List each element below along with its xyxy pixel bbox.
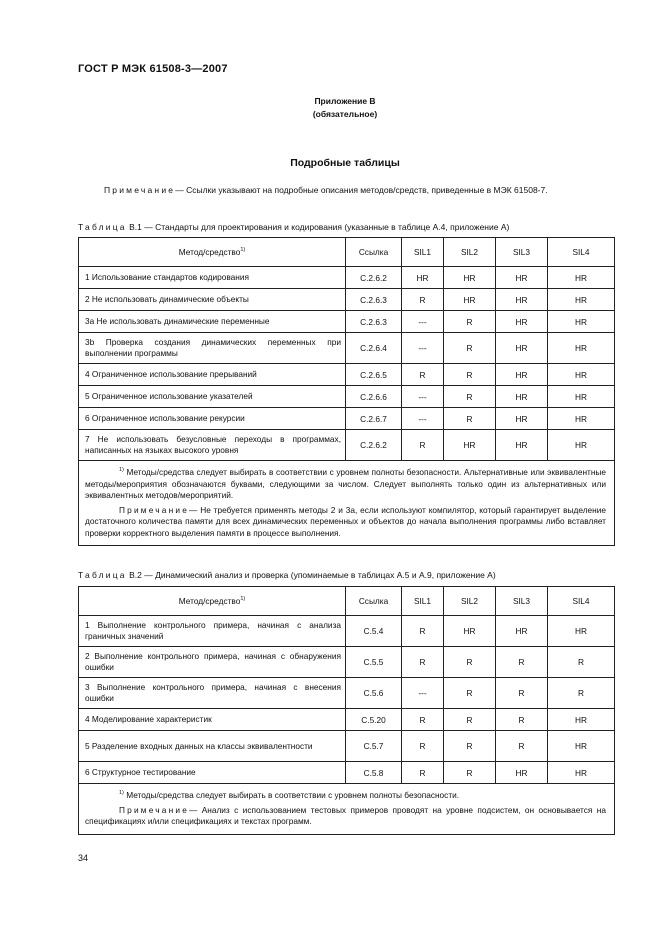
table1-footnotes — [79, 461, 615, 546]
sil2-cell: HR — [444, 289, 496, 311]
sil4-cell: HR — [548, 709, 615, 731]
table-row — [79, 731, 615, 762]
column-header-sil3: SIL3 — [496, 238, 548, 267]
column-header-method: Метод/средство$^{1)}$ — [79, 587, 346, 616]
section-title: Подробные таблицы — [290, 157, 400, 169]
sil3-cell: HR — [496, 289, 548, 311]
sil4-cell: R — [548, 678, 615, 709]
sil2-cell: R — [444, 333, 496, 364]
sil2-cell: R — [444, 364, 496, 386]
sil1-cell: R — [402, 430, 444, 461]
sil1-cell: R — [402, 289, 444, 311]
method-cell: 1 Использование стандартов кодирования — [79, 267, 346, 289]
ref-cell: C.2.6.2 — [346, 430, 402, 461]
sil3-cell: HR — [496, 267, 548, 289]
table1-footer-row — [79, 461, 615, 546]
ref-cell: C.2.6.4 — [346, 333, 402, 364]
table2-header-row — [79, 587, 615, 616]
table2-caption-prefix: Таблица — [78, 570, 127, 580]
sil4-cell: HR — [548, 762, 615, 784]
table1-caption-text: В.1 — Стандарты для проектирования и кодирования (указанные в таблице А.4, приложение А) — [129, 222, 510, 232]
sil1-cell: R — [402, 709, 444, 731]
ref-cell: C.5.4 — [346, 616, 402, 647]
sil2-cell: R — [444, 678, 496, 709]
ref-cell: C.2.6.3 — [346, 289, 402, 311]
sil4-cell: HR — [548, 289, 615, 311]
table-row — [79, 762, 615, 784]
sil2-cell: R — [444, 709, 496, 731]
sil2-cell: HR — [444, 616, 496, 647]
sil4-cell: HR — [548, 267, 615, 289]
sil1-cell: R — [402, 647, 444, 678]
table2-caption — [78, 570, 496, 580]
table-row — [79, 647, 615, 678]
ref-cell: C.5.7 — [346, 731, 402, 762]
method-cell: 3 Выполнение контрольного примера, начиная с внесения ошибки — [79, 678, 346, 709]
column-header-sil2: SIL2 — [444, 587, 496, 616]
column-header-sil1: SIL1 — [402, 587, 444, 616]
sil1-cell: --- — [402, 678, 444, 709]
table-row — [79, 311, 615, 333]
sil1-cell: HR — [402, 267, 444, 289]
table1-caption-prefix: Таблица — [78, 222, 127, 232]
column-header-sil4: SIL4 — [548, 587, 615, 616]
document-header: ГОСТ Р МЭК 61508-3—2007 — [78, 63, 228, 75]
sil4-cell: HR — [548, 364, 615, 386]
page-number: 34 — [78, 853, 89, 863]
method-cell: 6 Структурное тестирование — [79, 762, 346, 784]
table1-note-prefix: Примечание — [119, 504, 190, 515]
sil2-cell: R — [444, 731, 496, 762]
ref-cell: C.5.5 — [346, 647, 402, 678]
sil3-cell: HR — [496, 430, 548, 461]
sil1-cell: --- — [402, 311, 444, 333]
table2-footnotes — [79, 784, 615, 835]
sil1-cell: R — [402, 762, 444, 784]
sil4-cell: HR — [548, 616, 615, 647]
ref-cell: C.5.20 — [346, 709, 402, 731]
column-header-ref: Ссылка — [346, 238, 402, 267]
sil4-cell: HR — [548, 386, 615, 408]
ref-cell: C.2.6.5 — [346, 364, 402, 386]
table1-header-row — [79, 238, 615, 267]
table1 — [78, 237, 615, 546]
method-cell: 5 Ограниченное использование указателей — [79, 386, 346, 408]
sil4-cell: HR — [548, 311, 615, 333]
sil4-cell: HR — [548, 408, 615, 430]
sil4-cell: R — [548, 647, 615, 678]
ref-cell: C.2.6.6 — [346, 386, 402, 408]
appendix-label: Приложение В — [314, 96, 376, 106]
ref-cell: C.5.6 — [346, 678, 402, 709]
sil1-cell: R — [402, 364, 444, 386]
ref-cell: C.2.6.3 — [346, 311, 402, 333]
sil3-cell: R — [496, 678, 548, 709]
table-row — [79, 709, 615, 731]
sil3-cell: HR — [496, 364, 548, 386]
intro-note — [78, 184, 614, 196]
sil3-cell: HR — [496, 333, 548, 364]
sil2-cell: HR — [444, 267, 496, 289]
appendix-status: (обязательное) — [312, 109, 378, 119]
method-cell: 4 Ограниченное использование прерываний — [79, 364, 346, 386]
method-cell: 3а Не использовать динамические переменные — [79, 311, 346, 333]
table-row — [79, 678, 615, 709]
table-row — [79, 430, 615, 461]
sil3-cell: R — [496, 731, 548, 762]
method-cell: 7 Не использовать безусловные переходы в программах, написанных на языках высокого уровня — [79, 430, 346, 461]
ref-cell: C.2.6.2 — [346, 267, 402, 289]
method-cell: 5 Разделение входных данных на классы эквивалентности — [79, 731, 346, 762]
sil1-cell: R — [402, 731, 444, 762]
method-cell: 4 Моделирование характеристик — [79, 709, 346, 731]
ref-cell: C.5.8 — [346, 762, 402, 784]
sil2-cell: R — [444, 647, 496, 678]
ref-cell: C.2.6.7 — [346, 408, 402, 430]
method-cell: 3b Проверка создания динамических переменных при выполнении программы — [79, 333, 346, 364]
table-row — [79, 616, 615, 647]
sil4-cell: HR — [548, 430, 615, 461]
sil4-cell: HR — [548, 333, 615, 364]
sil3-cell: R — [496, 647, 548, 678]
sil3-cell: HR — [496, 311, 548, 333]
sil3-cell: HR — [496, 386, 548, 408]
table1-caption — [78, 222, 509, 232]
method-cell: 6 Ограниченное использование рекурсии — [79, 408, 346, 430]
footnote-marker: 1) — [119, 790, 124, 797]
column-header-sil3: SIL3 — [496, 587, 548, 616]
footnote-marker: 1) — [240, 596, 246, 603]
table-row — [79, 333, 615, 364]
method-cell: 1 Выполнение контрольного примера, начиная с анализа граничных значений — [79, 616, 346, 647]
table-row — [79, 386, 615, 408]
sil2-cell: R — [444, 762, 496, 784]
sil2-cell: R — [444, 386, 496, 408]
method-cell: 2 Не использовать динамические объекты — [79, 289, 346, 311]
table1-footnote: $^{1)}$ Методы/средства следует выбирать в соответствии с уровнем полноты безопасности. Альтернативные или эквивалентные методы/мероприятия обозначаются буквами, следующими за числом. Следует выполнять только один из альтернативных или эквивалентных методов/мероприятий. — [85, 467, 606, 500]
sil3-cell: HR — [496, 616, 548, 647]
sil1-cell: --- — [402, 386, 444, 408]
table-row — [79, 364, 615, 386]
sil3-cell: HR — [496, 762, 548, 784]
column-header-sil1: SIL1 — [402, 238, 444, 267]
table-row — [79, 289, 615, 311]
sil3-cell: R — [496, 709, 548, 731]
sil1-cell: --- — [402, 333, 444, 364]
intro-note-prefix: Примечание — [104, 185, 176, 195]
sil1-cell: R — [402, 616, 444, 647]
footnote-marker: 1) — [119, 467, 124, 474]
sil2-cell: HR — [444, 430, 496, 461]
table2-note-prefix: Примечание — [119, 804, 190, 815]
table-row — [79, 408, 615, 430]
sil2-cell: R — [444, 408, 496, 430]
sil1-cell: --- — [402, 408, 444, 430]
column-header-method: Метод/средство$^{1)}$ — [79, 238, 346, 267]
table2-caption-text: В.2 — Динамический анализ и проверка (упоминаемые в таблицах А.5 и А.9, приложение А) — [129, 570, 496, 580]
sil4-cell: HR — [548, 731, 615, 762]
table2-footnote: $^{1)}$ Методы/средства следует выбирать в соответствии с уровнем полноты безопасности. — [119, 790, 460, 800]
column-header-ref: Ссылка — [346, 587, 402, 616]
method-cell: 2 Выполнение контрольного примера, начиная с обнаружения ошибки — [79, 647, 346, 678]
table2-footer-row — [79, 784, 615, 835]
column-header-sil2: SIL2 — [444, 238, 496, 267]
intro-note-text: — Ссылки указывают на подробные описания методов/средств, приведенные в МЭК 61508-7. — [175, 185, 548, 195]
sil2-cell: R — [444, 311, 496, 333]
table2 — [78, 586, 615, 835]
column-header-sil4: SIL4 — [548, 238, 615, 267]
footnote-marker: 1) — [240, 247, 246, 254]
table1-note: Примечание— Не требуется применять методы 2 и 3а, если используют компилятор, который гарантирует выделение достаточного количества памяти для всех динамических переменных и объектов до начала выполнения программы либо вставляет проверки корректного выделения памяти в процессе выполнения. — [85, 504, 606, 538]
sil3-cell: HR — [496, 408, 548, 430]
table-row — [79, 267, 615, 289]
table2-note: Примечание— Анализ с использованием тестовых примеров проводят на уровне подсистем, он основывается на спецификациях и/или спецификациях и текстах программ. — [85, 804, 606, 826]
